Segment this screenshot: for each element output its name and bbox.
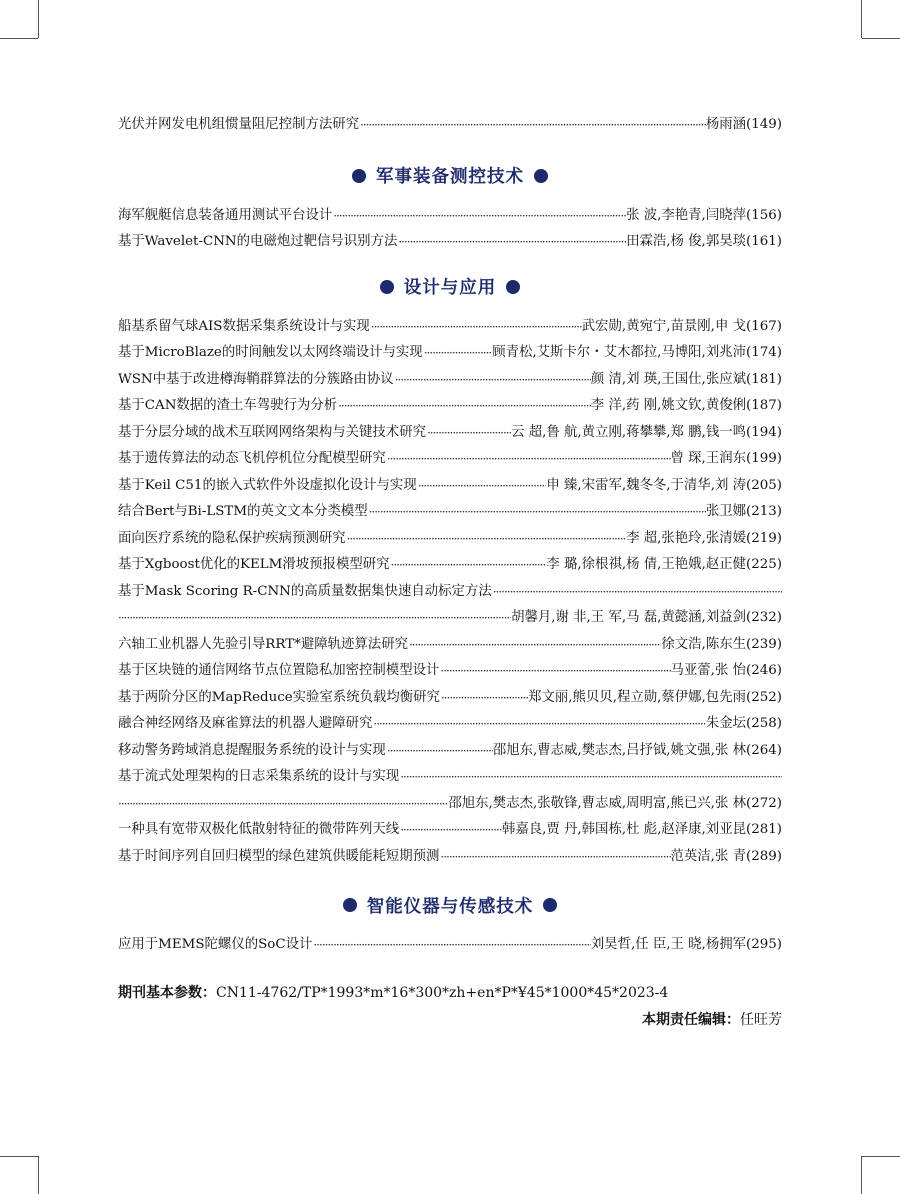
section-title: 智能仪器与传感技术 xyxy=(366,896,534,917)
leader-dots xyxy=(372,711,705,738)
entry-authors: 李 洋,药 刚,姚文钦,黄俊俐(187) xyxy=(590,398,782,413)
entry-authors: 顾青松,艾斯卡尔・艾木都拉,马博阳,刘兆沛(174) xyxy=(492,345,782,360)
entry-title: 光伏并网发电机组惯量阻尼控制方法研究 xyxy=(118,117,360,132)
bullet-icon xyxy=(352,169,366,183)
leader-dots xyxy=(397,229,626,256)
section-heading xyxy=(118,890,782,920)
entry-authors: 朱金坛(258) xyxy=(705,716,782,731)
leader-dots xyxy=(426,420,511,447)
leader-dots xyxy=(386,446,671,473)
entry-authors: 田霖浩,杨 俊,郭昊琰(161) xyxy=(626,234,782,249)
toc-entry[interactable] xyxy=(118,685,782,712)
leader-dots xyxy=(399,764,782,791)
crop-mark-top-right-h xyxy=(862,38,900,39)
leader-dots xyxy=(394,367,591,394)
leader-dots xyxy=(118,605,511,632)
leader-dots xyxy=(439,658,670,685)
entry-title: 面向医疗系统的隐私保护疾病预测研究 xyxy=(118,530,346,546)
section-heading xyxy=(118,161,782,191)
crop-mark-top-left-h xyxy=(0,38,38,39)
entry-authors: 范英洁,张 青(289) xyxy=(670,848,782,864)
editor-label: 本期责任编辑： xyxy=(642,1011,740,1028)
leader-dots xyxy=(370,314,582,341)
leader-dots xyxy=(408,632,661,659)
leader-dots xyxy=(312,932,590,959)
entry-title: WSN中基于改进樽海鞘群算法的分簇路由协议 xyxy=(118,371,394,387)
bullet-icon xyxy=(543,898,557,912)
entry-title: 基于Xgboost优化的KELM滑坡预报模型研究 xyxy=(118,557,390,572)
leader-dots xyxy=(423,340,493,367)
toc-entry[interactable] xyxy=(118,229,782,256)
toc-entry[interactable] xyxy=(118,340,782,367)
entry-title: 基于Mask Scoring R-CNN的高质量数据集快速自动标定方法 xyxy=(118,583,492,599)
section-heading xyxy=(118,272,782,302)
toc-entry[interactable] xyxy=(118,711,782,738)
crop-mark-top-left xyxy=(38,0,39,38)
entry-authors: 胡馨月,谢 非,王 军,马 磊,黄懿涵,刘益剑(232) xyxy=(511,610,782,625)
entry-title: 结合Bert与Bi-LSTM的英文文本分类模型 xyxy=(118,504,368,519)
toc-entry[interactable] xyxy=(118,817,782,844)
leader-dots xyxy=(417,473,547,500)
entry-title: 基于两阶分区的MapReduce实验室系统负载均衡研究 xyxy=(118,689,440,705)
entry-authors: 韩嘉良,贾 丹,韩国栋,杜 彪,赵泽康,刘亚昆(281) xyxy=(501,822,782,837)
toc-entry[interactable] xyxy=(118,473,782,500)
crop-mark-bottom-left-h xyxy=(0,1156,38,1157)
toc-entry[interactable] xyxy=(118,499,782,526)
leader-dots xyxy=(359,112,706,139)
entry-title: 基于CAN数据的渣土车驾驶行为分析 xyxy=(118,398,338,413)
toc-entry[interactable] xyxy=(118,446,782,473)
toc-entry[interactable] xyxy=(118,526,782,553)
toc-entry[interactable] xyxy=(118,579,782,606)
toc-entry[interactable] xyxy=(118,367,782,394)
leader-dots xyxy=(332,203,626,230)
table-of-contents xyxy=(118,112,782,1035)
crop-mark-bottom-right xyxy=(861,1156,862,1194)
toc-entry[interactable] xyxy=(118,314,782,341)
editor-name: 任旺芳 xyxy=(740,1011,782,1028)
entry-authors: 曾 琛,王润东(199) xyxy=(670,451,782,466)
entry-title: 基于Wavelet-CNN的电磁炮过靶信号识别方法 xyxy=(118,234,398,249)
journal-parameters xyxy=(118,981,782,1005)
crop-mark-bottom-left xyxy=(38,1156,39,1194)
crop-mark-top-right xyxy=(861,0,862,38)
entry-title: 基于区块链的通信网络节点位置隐私加密控制模型设计 xyxy=(118,663,440,678)
entry-authors: 武宏勋,黄宛宁,苗景刚,申 戈(167) xyxy=(581,318,782,334)
toc-entry[interactable] xyxy=(118,632,782,659)
entry-title: 移动警务跨域消息提醒服务系统的设计与实现 xyxy=(118,742,386,758)
toc-entry[interactable] xyxy=(118,420,782,447)
entry-authors: 马亚蕾,张 怡(246) xyxy=(670,663,782,678)
entry-authors: 李 璐,徐根祺,杨 倩,王艳娥,赵正健(225) xyxy=(546,557,782,572)
leader-dots xyxy=(399,817,502,844)
section-title: 军事装备测控技术 xyxy=(376,167,524,187)
entry-title: 基于分层分域的战术互联网网络架构与关键技术研究 xyxy=(118,424,426,440)
leader-dots xyxy=(346,526,626,553)
entry-title: 海军舰艇信息装备通用测试平台设计 xyxy=(118,207,333,223)
entry-title: 基于Keil C51的嵌入式软件外设虚拟化设计与实现 xyxy=(118,477,417,493)
toc-entry[interactable] xyxy=(118,393,782,420)
entry-authors: 刘昊哲,任 臣,王 晓,杨拥军(295) xyxy=(590,937,782,952)
entry-title: 融合神经网络及麻雀算法的机器人避障研究 xyxy=(118,716,373,731)
entry-title: 一种具有宽带双极化低散射特征的微带阵列天线 xyxy=(118,822,400,837)
entry-authors: 李 超,张艳玲,张清媛(219) xyxy=(626,530,782,546)
entry-authors: 邵旭东,曹志威,樊志杰,吕抒钺,姚文强,张 林(264) xyxy=(492,742,782,758)
entry-title: 应用于MEMS陀螺仪的SoC设计 xyxy=(118,937,313,952)
entry-authors: 杨雨涵(149) xyxy=(705,117,782,132)
toc-entry[interactable] xyxy=(118,764,782,791)
bullet-icon xyxy=(534,169,548,183)
leader-dots xyxy=(118,791,448,818)
toc-entry[interactable] xyxy=(118,844,782,871)
leader-dots xyxy=(439,844,670,871)
entry-title: 基于遗传算法的动态飞机停机位分配模型研究 xyxy=(118,451,386,466)
leader-dots xyxy=(390,552,547,579)
leader-dots xyxy=(368,499,706,526)
entry-title: 六轴工业机器人先验引导RRT*避障轨迹算法研究 xyxy=(118,636,408,652)
toc-entry[interactable] xyxy=(118,658,782,685)
bullet-icon xyxy=(506,280,520,294)
toc-entry[interactable] xyxy=(118,738,782,765)
entry-title: 基于流式处理架构的日志采集系统的设计与实现 xyxy=(118,769,400,784)
entry-authors: 徐文浩,陈东生(239) xyxy=(661,636,782,652)
bullet-icon xyxy=(343,898,357,912)
leader-dots xyxy=(492,579,782,606)
params-value: CN11-4762/TP*1993*m*16*300*zh+en*P*¥45*1000*45*2023-4 xyxy=(216,984,669,1001)
crop-mark-bottom-right-h xyxy=(862,1156,900,1157)
toc-entry[interactable] xyxy=(118,203,782,230)
leader-dots xyxy=(386,738,493,765)
params-label: 期刊基本参数： xyxy=(118,984,216,1001)
entry-title: 船基系留气球AIS数据采集系统设计与实现 xyxy=(118,318,370,334)
entry-authors: 申 臻,宋雷军,魏冬冬,于清华,刘 涛(205) xyxy=(546,477,782,493)
leader-dots xyxy=(440,685,528,712)
entry-authors: 郑文丽,熊贝贝,程立勋,蔡伊娜,包先雨(252) xyxy=(528,689,782,705)
leader-dots xyxy=(337,393,591,420)
entry-authors: 张 波,李艳青,闫晓萍(156) xyxy=(626,207,782,223)
section-title: 设计与应用 xyxy=(403,278,497,298)
entry-title: 基于时间序列自回归模型的绿色建筑供暖能耗短期预测 xyxy=(118,848,440,864)
toc-entry[interactable] xyxy=(118,932,782,959)
toc-entry-continuation[interactable] xyxy=(118,605,782,632)
entry-authors: 颜 清,刘 瑛,王国仕,张应斌(181) xyxy=(590,371,782,387)
toc-entry[interactable] xyxy=(118,552,782,579)
toc-entry[interactable] xyxy=(118,112,782,139)
entry-authors: 云 超,鲁 航,黄立刚,蒋攀攀,郑 鹏,钱一鸣(194) xyxy=(511,424,782,440)
responsible-editor xyxy=(118,1005,782,1035)
entry-authors: 张卫娜(213) xyxy=(705,504,782,519)
toc-entry-continuation[interactable] xyxy=(118,791,782,818)
bullet-icon xyxy=(380,280,394,294)
entry-authors: 邵旭东,樊志杰,张敬锋,曹志威,周明富,熊已兴,张 林(272) xyxy=(448,795,782,811)
entry-title: 基于MicroBlaze的时间触发以太网终端设计与实现 xyxy=(118,345,423,360)
